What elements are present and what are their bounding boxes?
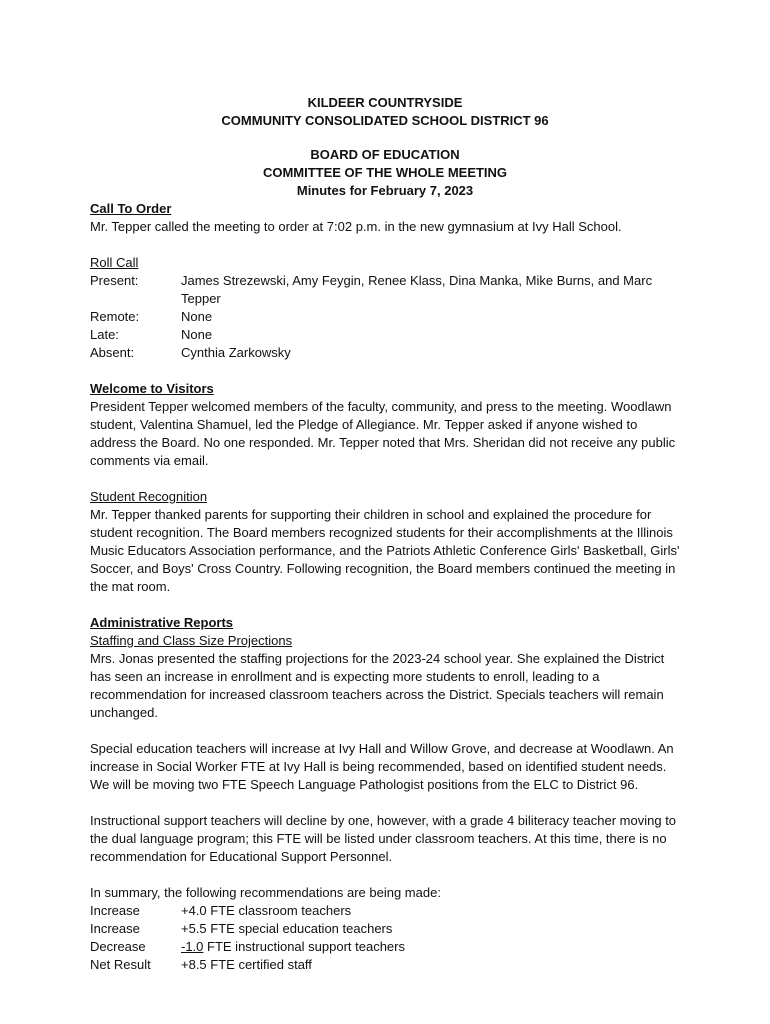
minutes-document (90, 94, 680, 974)
roll-call-label: Present: (90, 273, 139, 288)
section-call-to-order (90, 200, 680, 236)
staffing-paragraph: Instructional support teachers will decline by one, however, with a grade 4 biliteracy teacher moving to the dual language program; this FTE will be listed under classroom teachers. At this time, there is no recommendation for Educational Support Personnel. (90, 813, 677, 864)
minutes-date: Minutes for February 7, 2023 (296, 183, 474, 198)
summary-value (181, 902, 351, 920)
staffing-paragraph: Special education teachers will increase at Ivy Hall and Willow Grove, and decrease at Woodlawn. An increase in Social Worker FTE at Ivy Hall is being recommended, based on identified student needs. We will be moving two FTE Speech Language Pathologist positions from the ELC to District 96. (90, 741, 674, 792)
document-header (90, 94, 680, 200)
summary-amount: -1.0 (181, 939, 204, 954)
meeting-title: COMMITTEE OF THE WHOLE MEETING (262, 165, 508, 180)
summary-row (90, 920, 680, 938)
board-title: BOARD OF EDUCATION (310, 147, 460, 162)
summary-amount: +4.0 (181, 903, 207, 918)
roll-call-row (90, 344, 680, 362)
staffing-paragraph: Mrs. Jonas presented the staffing projections for the 2023-24 school year. She explained the District has seen an increase in enrollment and is expecting more students to enroll, leading to a recommendation for increased classroom teachers across the District. Specials teachers will remain unchanged. (90, 651, 665, 720)
summary-desc: FTE special education teachers (206, 921, 393, 936)
summary-label: Increase (90, 921, 140, 936)
summary-label: Decrease (90, 939, 146, 954)
roll-call-value: Cynthia Zarkowsky (181, 345, 291, 360)
summary-row (90, 938, 680, 956)
summary-value (181, 920, 392, 938)
admin-reports-heading: Administrative Reports (90, 615, 234, 630)
staffing-subheading: Staffing and Class Size Projections (90, 633, 293, 648)
summary-intro: In summary, the following recommendations are being made: (90, 885, 441, 900)
summary-desc: FTE classroom teachers (206, 903, 352, 918)
district-name-line1: KILDEER COUNTRYSIDE (307, 95, 463, 110)
section-administrative-reports (90, 614, 680, 974)
summary-row (90, 956, 680, 974)
student-recognition-text: Mr. Tepper thanked parents for supporting their children in school and explained the procedure for student recognition. The Board members recognized students for their accomplishments at the Illinois Music Educators Association performance, and the Patriots Athletic Conference Girls' Basketball, Girls' Soccer, and Boys' Cross Country. Following recognition, the Board members continued the meeting in the mat room. (90, 507, 680, 594)
section-welcome (90, 380, 680, 470)
summary-desc: FTE certified staff (206, 957, 312, 972)
roll-call-heading: Roll Call (90, 255, 139, 270)
roll-call-value: James Strezewski, Amy Feygin, Renee Klass, Dina Manka, Mike Burns, and Marc Tepper (181, 273, 653, 306)
summary-desc: FTE instructional support teachers (203, 939, 405, 954)
call-to-order-heading: Call To Order (90, 201, 172, 216)
roll-call-value: None (181, 327, 213, 342)
summary-label: Net Result (90, 957, 151, 972)
section-student-recognition (90, 488, 680, 596)
summary-row (90, 902, 680, 920)
roll-call-label: Late: (90, 327, 119, 342)
call-to-order-text: Mr. Tepper called the meeting to order at 7:02 p.m. in the new gymnasium at Ivy Hall School. (90, 219, 622, 234)
section-roll-call (90, 254, 680, 362)
summary-value (181, 956, 312, 974)
roll-call-row (90, 326, 680, 344)
welcome-heading: Welcome to Visitors (90, 381, 214, 396)
summary-amount: +8.5 (181, 957, 207, 972)
roll-call-label: Absent: (90, 345, 135, 360)
roll-call-row (90, 272, 680, 308)
roll-call-label: Remote: (90, 309, 140, 324)
roll-call-row (90, 308, 680, 326)
summary-value (181, 938, 405, 956)
district-name-line2: COMMUNITY CONSOLIDATED SCHOOL DISTRICT 96 (221, 113, 549, 128)
student-recognition-heading: Student Recognition (90, 489, 208, 504)
welcome-text: President Tepper welcomed members of the faculty, community, and press to the meeting. Woodlawn student, Valentina Shamuel, led the Pledge of Allegiance. Mr. Tepper asked if anyone wished to address the Board. No one responded. Mr. Tepper noted that Mrs. Sheridan did not receive any public comments via email. (90, 399, 676, 468)
roll-call-value: None (181, 309, 213, 324)
summary-amount: +5.5 (181, 921, 207, 936)
summary-label: Increase (90, 903, 140, 918)
